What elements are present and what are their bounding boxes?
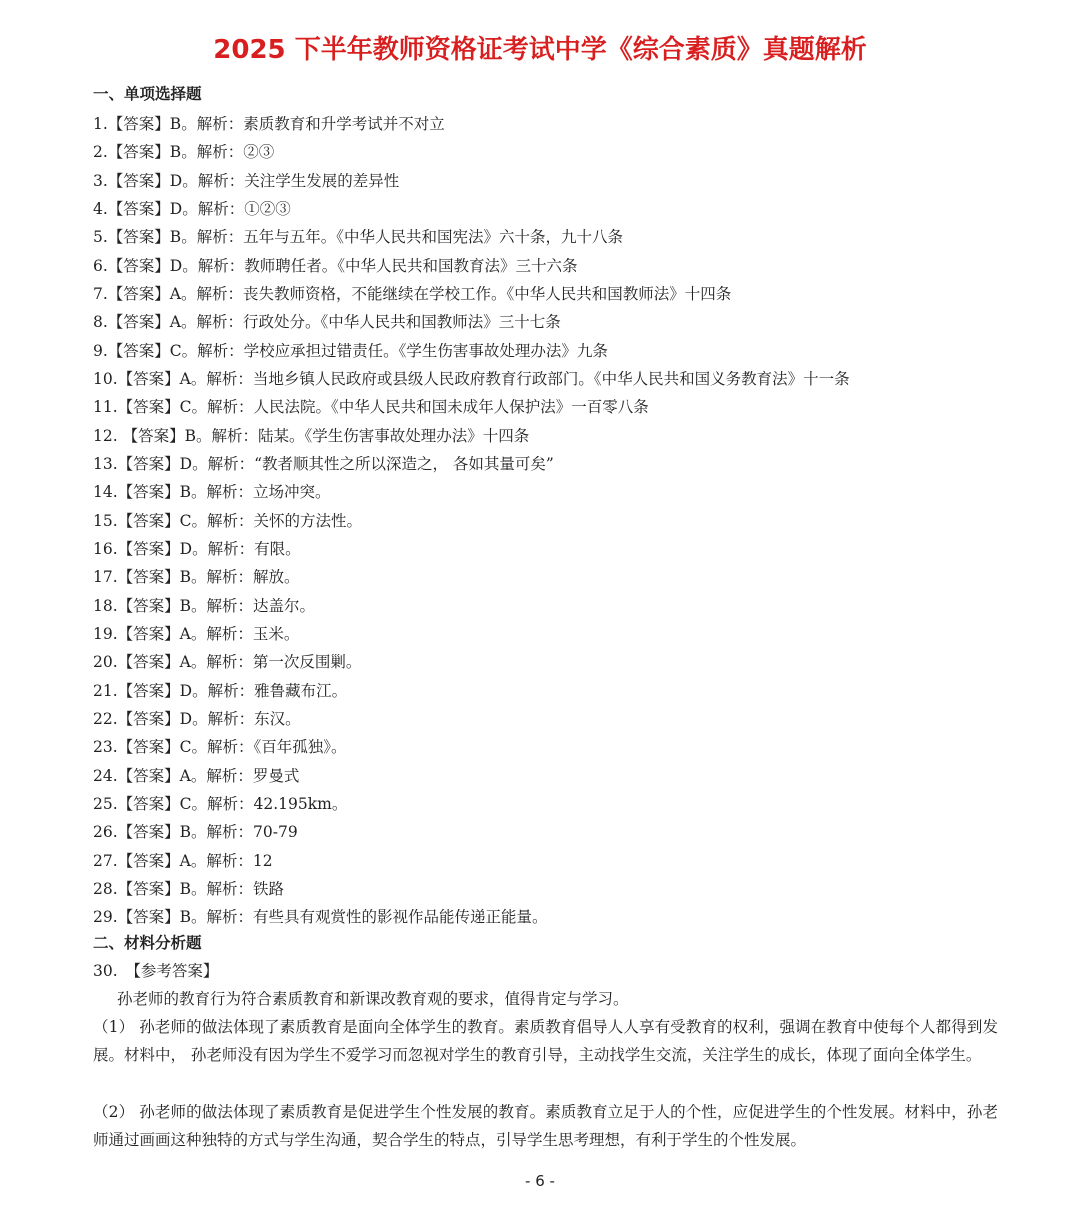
answer-item [93, 252, 993, 280]
answer-text: 【答案】A。解析：12 [117, 851, 273, 870]
answer-item [93, 875, 993, 903]
answer-number: 11. [93, 398, 118, 417]
answer-text: 【答案】B。解析：立场冲突。 [117, 483, 331, 502]
document-title: 2025 下半年教师资格证考试中学《综合素质》真题解析 [213, 35, 867, 65]
answer-point-2: （2） 孙老师的做法体现了素质教育是促进学生个性发展的教育。素质教育立足于人的个性，应促进学生的个性发展。材料中，孙老师通过画画这种独特的方式与学生沟通，契合学生的特点，引导学生思考理想，有利于学生的个性发展。 [93, 1103, 998, 1150]
answer-number: 5. [93, 228, 108, 247]
answer-item [93, 620, 993, 648]
answer-text: 【答案】A。解析：行政处分。《中华人民共和国教师法》三十七条 [107, 313, 561, 332]
answer-item [93, 110, 993, 138]
answer-text: 【答案】B。解析：铁路 [117, 879, 285, 898]
answer-text: 【答案】D。解析：有限。 [117, 539, 301, 558]
answer-item [93, 762, 993, 790]
answer-number: 13. [93, 454, 118, 473]
answer-number: 6. [93, 256, 108, 275]
section-heading-single-choice: 一、单项选择题 [93, 85, 202, 103]
answer-number: 21. [93, 681, 118, 700]
answer-text: 【答案】C。解析：42.195km。 [117, 794, 348, 813]
answer-text: 【答案】B。解析：70-79 [117, 823, 298, 842]
answer-point-1: （1） 孙老师的做法体现了素质教育是面向全体学生的教育。素质教育倡导人人享有受教育的权利，强调在教育中使每个人都得到发展。材料中， 孙老师没有因为学生不爱学习而忽视对学生的教育引导，主动找学生交流，关注学生的成长，体现了面向全体学生。 [93, 1018, 998, 1065]
answer-number: 24. [93, 766, 118, 785]
answer-item [93, 195, 993, 223]
answer-item [93, 507, 993, 535]
answer-number: 2. [93, 143, 108, 162]
answer-text: 【答案】D。解析：教师聘任者。《中华人民共和国教育法》三十六条 [107, 256, 578, 275]
answer-number: 28. [93, 879, 118, 898]
answer-text: 【答案】D。解析：①②③ [107, 199, 291, 218]
answer-number: 27. [93, 851, 118, 870]
answer-item [93, 138, 993, 166]
answer-list [93, 110, 993, 932]
answer-item [93, 223, 993, 251]
answer-number: 23. [93, 738, 118, 757]
answer-text: 【答案】D。解析：雅鲁藏布江。 [117, 681, 348, 700]
answer-number: 1. [93, 115, 108, 133]
answer-item [93, 705, 993, 733]
answer-item [93, 847, 993, 875]
answer-item [93, 308, 993, 336]
answer-text: 【答案】D。解析：东汉。 [117, 709, 301, 728]
answer-text: 【答案】C。解析：《百年孤独》。 [117, 738, 347, 757]
answer-number: 15. [93, 511, 118, 530]
answer-number: 10. [93, 369, 118, 388]
answer-item [93, 450, 993, 478]
answer-text: 【答案】A。解析：第一次反围剿。 [117, 653, 362, 672]
answer-item [93, 167, 993, 195]
answer-text: 【答案】B。解析：达盖尔。 [117, 596, 316, 615]
answer-text: 【答案】A。解析：当地乡镇人民政府或县级人民政府教育行政部门。《中华人民共和国义务教育法》十一条 [117, 369, 850, 388]
answer-item [93, 563, 993, 591]
answer-text: 【答案】B。解析：有些具有观赏性的影视作品能传递正能量。 [117, 908, 548, 927]
answer-number: 18. [93, 596, 118, 615]
answer-number: 16. [93, 539, 118, 558]
answer-text: 【答案】B。解析：陆某。《学生伤害事故处理办法》十四条 [117, 426, 530, 445]
answer-item [93, 337, 993, 365]
answer-item [93, 648, 993, 676]
answer-text: 【答案】B。解析：素质教育和升学考试并不对立 [107, 115, 445, 133]
section-heading-material-analysis: 二、材料分析题 [93, 934, 202, 952]
answer-text: 【答案】D。解析：“教者顺其性之所以深造之， 各如其量可矣” [117, 454, 554, 473]
answer-item [93, 393, 993, 421]
answer-number: 14. [93, 483, 118, 502]
answer-number: 25. [93, 794, 118, 813]
answer-text: 【答案】B。解析：②③ [107, 143, 275, 162]
answer-item [93, 365, 993, 393]
answer-text: 【答案】C。解析：学校应承担过错责任。《学生伤害事故处理办法》九条 [107, 341, 608, 360]
answer-number: 12. [93, 426, 118, 445]
answer-item [93, 422, 993, 450]
answer-item [93, 677, 993, 705]
answer-number: 9. [93, 341, 108, 360]
answer-item [93, 592, 993, 620]
answer-item [93, 535, 993, 563]
answer-number: 17. [93, 568, 118, 587]
answer-text: 【答案】A。解析：丧失教师资格，不能继续在学校工作。《中华人民共和国教师法》十四条 [107, 284, 732, 303]
answer-number: 8. [93, 313, 108, 332]
page-number: - 6 - [525, 1172, 555, 1190]
answer-item [93, 818, 993, 846]
answer-item [93, 280, 993, 308]
answer-text: 【答案】B。解析：五年与五年。《中华人民共和国宪法》六十条，九十八条 [107, 228, 623, 247]
answer-item [93, 733, 993, 761]
answer-intro-paragraph: 孙老师的教育行为符合素质教育和新课改教育观的要求，值得肯定与学习。 [117, 990, 629, 1008]
answer-item [93, 903, 993, 931]
question-30-label: 30. 【参考答案】 [93, 962, 219, 980]
answer-item [93, 790, 993, 818]
answer-text: 【答案】A。解析：玉米。 [117, 624, 300, 643]
answer-number: 4. [93, 199, 108, 218]
answer-text: 【答案】C。解析：人民法院。《中华人民共和国未成年人保护法》一百零八条 [117, 398, 649, 417]
answer-number: 3. [93, 171, 108, 190]
answer-number: 29. [93, 908, 118, 927]
answer-text: 【答案】C。解析：关怀的方法性。 [117, 511, 363, 530]
answer-item [93, 478, 993, 506]
answer-number: 20. [93, 653, 118, 672]
answer-number: 22. [93, 709, 118, 728]
answer-number: 19. [93, 624, 118, 643]
answer-text: 【答案】D。解析：关注学生发展的差异性 [107, 171, 400, 190]
answer-text: 【答案】B。解析：解放。 [117, 568, 300, 587]
answer-number: 26. [93, 823, 118, 842]
answer-number: 7. [93, 284, 108, 303]
answer-text: 【答案】A。解析：罗曼式 [117, 766, 300, 785]
